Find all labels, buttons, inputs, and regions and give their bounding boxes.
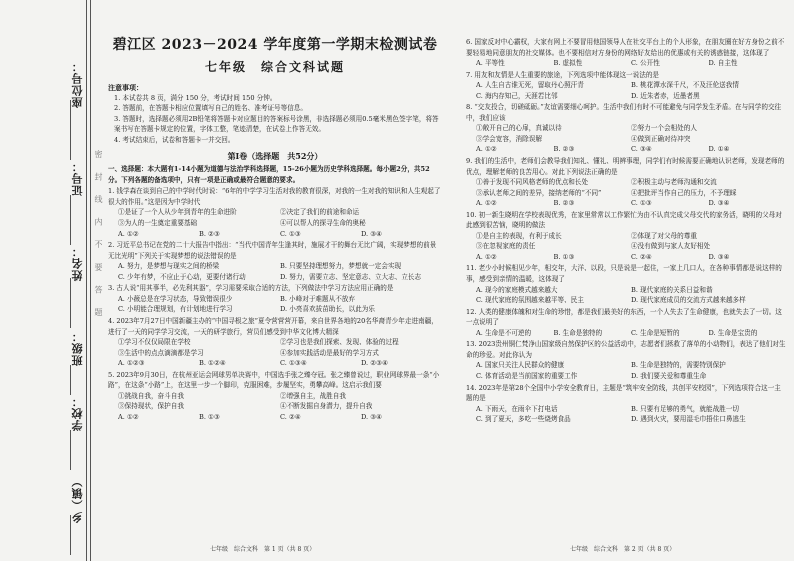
question-options: [466, 285, 786, 306]
notice-item: 3. 答题时，选择题必须用2B铅笔将答题卡对应题目的答案标号涂黑，非选择题必须用0.5毫米黑色签字笔，将答案书写在答题卡规定的位置，字体工整，笔迹清楚，在试卷上作答无效。: [114, 114, 439, 134]
option-item: D. 小亮喜欢拔苗助长，以此为乐: [280, 305, 375, 314]
answer-choice: C. ②④: [280, 412, 301, 421]
exam-number-line: [70, 195, 71, 245]
option-item: C. 少年有梦，不应止于心动，更要付诸行动: [118, 272, 246, 281]
option-item: ②积极主动与老师沟通和交流: [631, 178, 717, 187]
option-item: B. 生命是独特的，需要特别保护: [631, 361, 726, 370]
answer-choice: A. ①②: [476, 199, 497, 208]
question-options: [466, 404, 786, 425]
answer-choice: D. ③④: [361, 229, 383, 238]
question-stem: 1. 钱学森在谈到自己的中学时代时说：“6年的中学学习生活对我的教育很深，对我的一生对我的知识和人生观起了很大的作用。”这是因为中学时代: [108, 187, 441, 206]
answer-choice: A. ①②③: [118, 359, 145, 368]
question-options: [466, 58, 786, 69]
answer-choice: A. ①②: [476, 252, 497, 261]
option-item: ②体现了对父母的尊重: [631, 231, 697, 240]
question-stem: 10. 初一新生晓明在学校表现优秀，在家里常常以工作繁忙为由不认真完成父母交代的家务活，晓明的父母对此感到很苦恼，晓明的做法: [466, 210, 782, 230]
answer-choice: A. ①②: [476, 145, 497, 154]
question: [466, 339, 786, 381]
option-item: ②决定了我们的前途和命运: [280, 208, 360, 217]
question-stem: 7. 用友和友情是人生重要的旅途，下列选项中能体现这一说法的是: [466, 70, 660, 79]
option-item: A. 生命是不可逆的: [476, 328, 532, 337]
option-item: C. 小明能合理规划，有计划地进行学习: [118, 305, 233, 314]
option-item: ④做到正确对待冲突: [631, 134, 691, 143]
answer-choice: C. ①③: [280, 229, 301, 238]
binding-margin: [0, 0, 103, 561]
notice-item: 4. 考试结束后，试卷和答题卡一并交回。: [114, 135, 235, 144]
option-item: D. 努力，需要立志、坚定意志、立大志、立长志: [280, 272, 422, 281]
notice-title: 注意事项：: [108, 82, 143, 92]
option-item: D. 现代家庭成员的交流方式越来越多样: [631, 296, 746, 305]
question-options: [466, 80, 786, 101]
question-stem: 9. 我们的生活中，老师们会教导我们知礼、懂礼、明辨事理，同学们有时候需要正确地认识老师，发现老师的优点，理解老师的良苦用心。对此下列说法正确的是: [466, 157, 785, 176]
option-item: ③生活中的点点滴滴都是学习: [118, 348, 204, 357]
question-options: [108, 337, 442, 358]
option-item: B. 只要坚持理想努力，梦想就一定会实现: [280, 262, 402, 271]
option-item: D. 我们要关爱和尊重生命: [631, 371, 707, 380]
option-item: ②学习也是我们探索、发现、体验的过程: [280, 338, 399, 347]
question: [466, 307, 786, 339]
answer-choices: [466, 252, 786, 263]
option-item: C. 体育活动是当前国家的重要工作: [476, 371, 578, 380]
notice-item: 1. 本试卷共 8 页，满分 150 分，考试时间 150 分钟。: [114, 93, 277, 102]
answer-choice: A. ①②: [118, 229, 139, 238]
answer-choice: C. ③④: [631, 145, 652, 154]
option-item: A. 人生自古谁无死，留取丹心照汗青: [476, 81, 584, 90]
option-item: D. 生命是宝贵的: [708, 328, 758, 337]
answer-choices: [108, 229, 442, 240]
answer-choice: B. ①②④: [199, 359, 226, 368]
option-item: ①敞开自己的心扉，真诚以待: [476, 124, 562, 133]
question-options: [108, 261, 442, 282]
binding-line-inner: [90, 0, 91, 561]
question-list-right: [466, 37, 786, 425]
option-item: B. 桃花潭水深千尺，不及汪伦送我情: [631, 81, 739, 90]
option-item: A. 下雨天，在雨伞下打电话: [476, 404, 558, 413]
question-options: [466, 123, 786, 144]
question-stem: 4. 2023年7月27日中国新疆主办的“中国寻根之旅”夏令营营营开幕，来自世界各地的20名华裔青少年走进南疆，进行了一天的同学学习交流，一天的研学旅行，营员们感受到中华文化博大精深: [108, 316, 438, 336]
answer-choice: D. ③④: [361, 412, 383, 421]
option-item: ④可以帮人的探寻生命的奥秘: [280, 219, 366, 228]
option-item: ①是证了一个人从少年到青年的生命进阶: [118, 208, 237, 217]
option-item: ④把批评当作自己的压力，不予理睬: [631, 188, 737, 197]
answer-choice: A. ①②: [118, 412, 139, 421]
answer-choices: [108, 358, 442, 369]
answer-choice: D. ①④: [708, 145, 730, 154]
option-item: ④参加实践活动是最好的学习方式: [280, 348, 379, 357]
question: [466, 383, 786, 425]
option-item: C. 现代家庭的氛围越来越平等、民主: [476, 296, 584, 305]
question-stem: 2. 习近平总书记在党的二十大报告中指出：“当代中国青年生逢其时，施展才干的舞台无比广阔，实现梦想的前景无比光明”下列关于实现梦想的说法错误的是: [108, 241, 437, 260]
question-options: [466, 360, 786, 381]
town-label: 乡（镇）: [71, 475, 84, 523]
name-line: [70, 278, 71, 328]
question: [466, 263, 786, 305]
footer-right: 七年级 综合文科 第 2 页（共 8 页）: [570, 546, 676, 553]
option-item: ④不断发掘自身潜力，提升自我: [280, 402, 373, 411]
class-label: 班级：: [71, 330, 84, 366]
answer-choice: B. ②③: [199, 229, 220, 238]
question-stem: 8. “交友投合，切磋砥砺。”友谊需要细心呵护。生活中我们有时不可能避免与同学发生矛盾。在与同学的交往中，我们应该: [466, 103, 782, 122]
option-item: D. 遇到火灾，要用湿毛巾捂住口鼻逃生: [631, 415, 746, 424]
question: [108, 370, 442, 423]
question: [108, 316, 442, 369]
question-stem: 14. 2023年是第28个全国中小学安全教育日，主题是“筑牢安全防线，共创平安校园”，下列选项符合这一主题的是: [466, 383, 781, 403]
answer-choice: B. ②③: [553, 199, 575, 208]
option-item: ①善于发现不同风格老师的优点和长处: [476, 178, 589, 187]
question-list-left: [108, 186, 442, 422]
notice-block: [108, 82, 442, 146]
answer-choice: B. ②③: [553, 145, 575, 154]
question-stem: 13. 2023贵州铜仁梵净山国家级自然保护区的公益活动中，志愿者们拯救了落单的小动物们，表达了他们对生命的珍爱。对此你认为: [466, 340, 786, 359]
question-options: [108, 207, 442, 228]
answer-choice: B. ①③: [199, 412, 220, 421]
option-item: D. 自主性: [708, 59, 738, 68]
name-label: 姓名：: [71, 245, 84, 281]
question-options: [466, 177, 786, 198]
question-stem: 11. 老少小时候相见少年，相交年，大洋、以段，只是说是一起住，一家上几口人，在各种事情都是说这样的事，感受到亲情的温暖，这体现了: [466, 264, 782, 284]
question: [108, 240, 442, 282]
question-stem: 6. 国家反对中心霸权，大家有网上不要冒用他国领导人在社交平台上的个人形象，在朋友圈在好方身份之前不要轻易地同意朋友的社交媒体。也不要相信对方身份的网络好友给出的优惠或有关的诱惑链接，这体现了: [466, 38, 785, 57]
question-options: [108, 391, 442, 412]
seat-number-line: [70, 100, 71, 160]
answer-choice: D. ②③④: [361, 359, 388, 368]
option-item: ①挑战自我，奋斗自我: [118, 391, 184, 400]
footer-left: 七年级 综合文科 第 1 页（共 8 页）: [210, 546, 316, 553]
question-options: [466, 328, 786, 339]
page-right: [466, 36, 786, 426]
answer-choice: C. ①③④: [280, 359, 307, 368]
answer-choices: [466, 144, 786, 155]
option-item: C. 公开性: [631, 59, 660, 68]
question-options: [108, 294, 442, 315]
answer-choice: D. ③④: [708, 252, 730, 261]
question-options: [466, 231, 786, 252]
exam-subtitle: 七年级 综合文科试题: [204, 60, 345, 75]
section-heading: 第Ⅰ卷（选择题 共52分）: [227, 150, 323, 161]
answer-choice: B. ①③: [553, 252, 575, 261]
option-item: ②增强自主，战胜自我: [280, 391, 346, 400]
option-item: A. 国家只关注人民群众的健康: [476, 361, 565, 370]
option-item: A. 努力，是梦想与现实之间的桥梁: [118, 262, 220, 271]
option-item: ③学会宽容，消除误解: [476, 134, 542, 143]
option-item: D. 近朱者赤，近墨者黑: [631, 91, 700, 100]
answer-choice: C. ②④: [631, 252, 652, 261]
binding-line-outer: [86, 0, 87, 561]
question: [466, 156, 786, 209]
school-label: 学校：: [71, 395, 84, 431]
town-line: [70, 515, 71, 555]
binding-notice: 密 封 线 内 不 要 答 题: [94, 150, 103, 322]
question-stem: 5. 2023年9月30日，在杭州亚运会网球男单决赛中，中国选手张之臻夺冠。张之臻曾说过，职业网球界最一条“小路”，在这条“小路”上，在这里一步一个脚印，克服困难，步履坚实，勇攀高峰。这启示我们要: [108, 370, 440, 390]
question: [466, 37, 786, 69]
option-item: C. 海内存知己，天涯若比邻: [476, 91, 558, 100]
option-item: ③承认老师之间的差异，接纳老师的“不同”: [476, 188, 602, 197]
answer-choices: [108, 412, 442, 423]
option-item: ③保持现状，保护自我: [118, 402, 184, 411]
option-item: C. 到了夏天，多吃一些烧烤食品: [476, 415, 571, 424]
exam-title: 碧江区 2023－2024 学年度第一学期末检测试卷: [112, 37, 438, 53]
option-item: ④没有做到与家人友好相处: [631, 242, 711, 251]
option-item: C. 生命是短暂的: [631, 328, 680, 337]
option-item: B. 只要有足够的勇气，就能战胜一切: [631, 404, 739, 413]
option-item: A. 平等性: [476, 59, 505, 68]
option-item: ②努力一个会相处的人: [631, 124, 697, 133]
question: [108, 283, 442, 315]
school-line: [70, 430, 71, 470]
section-instructions: 一、选择题：本大题有1-14小题为道德与法治学科选择题，15-26小题为历史学科选择题。每小题2分，共52分。下列各题的备选项中，只有一项是正确或最符合题意的要求。: [108, 165, 430, 184]
question: [466, 102, 786, 155]
page-left: [108, 14, 442, 423]
option-item: ①学习不仅仅局限在学校: [118, 338, 191, 347]
exam-number-label: 证号：: [71, 160, 84, 196]
question: [466, 70, 786, 102]
question-stem: 12. 人类的健康体魄和对生命的珍惜，都是我们最美好的东西，一个人失去了生命健康，也就失去了一切。这一点说明了: [466, 307, 782, 327]
option-item: B. 小峰对于难题从不放弃: [280, 294, 355, 303]
option-item: A. 小薇总是在学习状态，导致错误很少: [118, 294, 233, 303]
answer-choice: D. ③④: [708, 199, 730, 208]
seat-number-label: 座位号：: [71, 60, 84, 108]
question-stem: 3. 古人说“用其事半，必先利其器”，学习需要采取合适的方法，下列做法中学习方法应用正确的是: [108, 284, 394, 293]
class-line: [70, 365, 71, 395]
option-item: B. 虚拟性: [553, 59, 583, 68]
answer-choices: [466, 198, 786, 209]
option-item: ③为人的一生奠定重要基础: [118, 219, 198, 228]
option-item: ③在忽视家庭的责任: [476, 242, 536, 251]
option-item: A. 现今的家庭模式越来越大: [476, 285, 558, 294]
option-item: ①是自主的表现，有利于成长: [476, 231, 562, 240]
option-item: B. 生命是独特的: [553, 328, 603, 337]
question: [466, 210, 786, 263]
question: [108, 186, 442, 239]
answer-choice: C. ①③: [631, 199, 652, 208]
option-item: B. 现代家庭的关系日益和谐: [631, 285, 713, 294]
notice-item: 2. 答题前，在答题卡相应位置填写自己的姓名、准考证号等信息。: [114, 104, 308, 113]
